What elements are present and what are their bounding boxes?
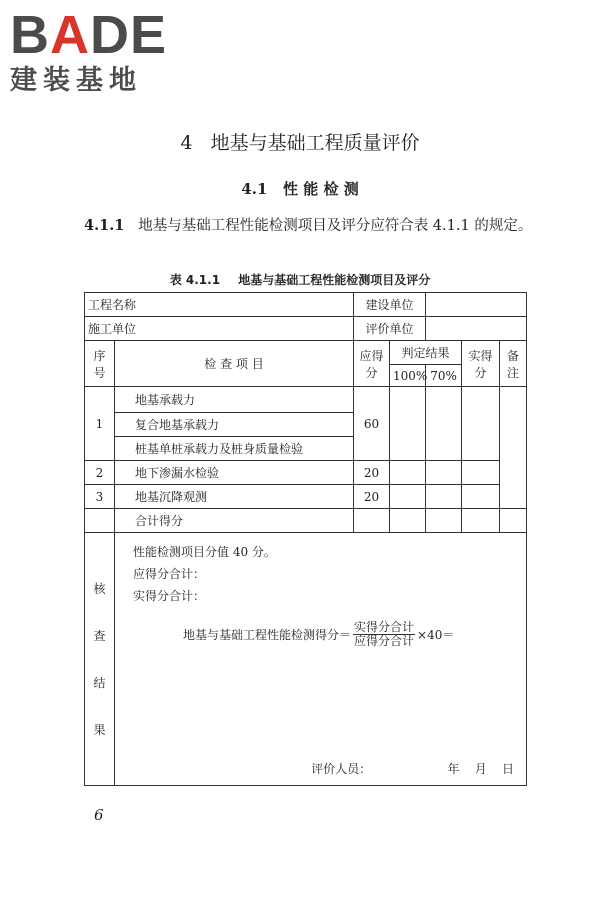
result-line: 实得分合计：	[133, 589, 206, 603]
evaluator-signature-line: 评价人员： 年 月 日	[311, 762, 515, 776]
total-label: 合计得分	[115, 509, 354, 533]
result-label	[85, 533, 115, 786]
logo-letters-de: DE	[90, 5, 168, 65]
total-due	[354, 509, 390, 533]
row-100	[390, 387, 426, 461]
clause-number: 4.1.1	[84, 217, 125, 234]
header-seq: 序号	[85, 341, 115, 387]
evaluator-label: 评价单位	[354, 317, 426, 341]
total-seq	[85, 509, 115, 533]
header-due-score: 应得分	[354, 341, 390, 387]
row-item: 地下渗漏水检验	[115, 461, 354, 485]
table-row	[85, 293, 527, 317]
row-70	[426, 387, 462, 461]
builder-label: 建设单位	[354, 293, 426, 317]
result-label-char: 果	[93, 723, 106, 737]
row-due-score: 20	[354, 461, 390, 485]
row-item: 桩基单桩承载力及桩身质量检验	[115, 437, 354, 461]
row-item: 地基沉降观测	[115, 485, 354, 509]
evaluator-value	[426, 317, 527, 341]
formula-lhs: 地基与基础工程性能检测得分＝	[183, 628, 352, 642]
row-item: 复合地基承载力	[115, 413, 354, 437]
table-header-row	[85, 341, 527, 365]
row-100	[390, 461, 426, 485]
row-due-score: 60	[354, 387, 390, 461]
row-seq: 2	[85, 461, 115, 485]
row-70	[426, 461, 462, 485]
constructor-label: 施工单位	[85, 317, 354, 341]
row-actual	[462, 387, 500, 461]
page-number: 6	[94, 806, 104, 824]
row-actual	[462, 461, 500, 485]
row-note	[500, 387, 527, 509]
formula-fraction	[353, 621, 415, 648]
clause-text: 地基与基础工程性能检测项目及评分应符合表 4.1.1 的规定。	[138, 218, 533, 234]
logo-subtitle: 建装基地	[10, 65, 142, 96]
result-line: 性能检测项目分值 40 分。	[133, 545, 276, 559]
row-actual	[462, 485, 500, 509]
evaluation-table	[84, 292, 527, 786]
row-item: 地基承载力	[115, 387, 354, 413]
table-caption-number: 表 4.1.1	[169, 273, 221, 287]
header-70: 70%	[426, 365, 462, 387]
formula-denominator: 应得分合计	[354, 634, 415, 648]
project-name-label: 工程名称	[85, 293, 354, 317]
total-70	[426, 509, 462, 533]
brand-logo	[10, 5, 168, 96]
header-100: 100%	[390, 365, 426, 387]
row-seq: 3	[85, 485, 115, 509]
header-actual-score: 实得分	[462, 341, 500, 387]
formula-rhs: ×40＝	[417, 628, 455, 642]
table-caption	[0, 271, 600, 288]
row-due-score: 20	[354, 485, 390, 509]
row-100	[390, 485, 426, 509]
row-seq: 1	[85, 387, 115, 461]
table-row	[85, 461, 527, 485]
logo-letter-b: B	[10, 5, 50, 65]
chapter-title: 4 地基与基础工程质量评价	[180, 132, 420, 154]
total-row	[85, 509, 527, 533]
clause-paragraph	[84, 214, 534, 238]
table-row	[85, 317, 527, 341]
result-label-char: 查	[93, 629, 106, 643]
result-label-char: 结	[93, 676, 106, 690]
result-content	[115, 533, 527, 786]
total-note	[500, 509, 527, 533]
table-row	[85, 387, 527, 413]
header-note: 备注	[500, 341, 527, 387]
logo-letter-a: A	[50, 5, 90, 65]
formula-numerator: 实得分合计	[354, 620, 415, 634]
result-row	[85, 533, 527, 786]
table-caption-title: 地基与基础工程性能检测项目及评分	[238, 273, 431, 287]
header-item: 检 查 项 目	[115, 341, 354, 387]
table-row	[85, 485, 527, 509]
header-judge: 判定结果	[390, 341, 462, 365]
section-title: 4.1 性 能 检 测	[241, 180, 359, 198]
total-100	[390, 509, 426, 533]
logo-wordmark	[10, 5, 168, 65]
row-70	[426, 485, 462, 509]
result-line: 应得分合计：	[133, 567, 206, 581]
score-formula	[183, 621, 526, 648]
total-actual	[462, 509, 500, 533]
builder-value	[426, 293, 527, 317]
result-label-char: 核	[93, 582, 106, 596]
